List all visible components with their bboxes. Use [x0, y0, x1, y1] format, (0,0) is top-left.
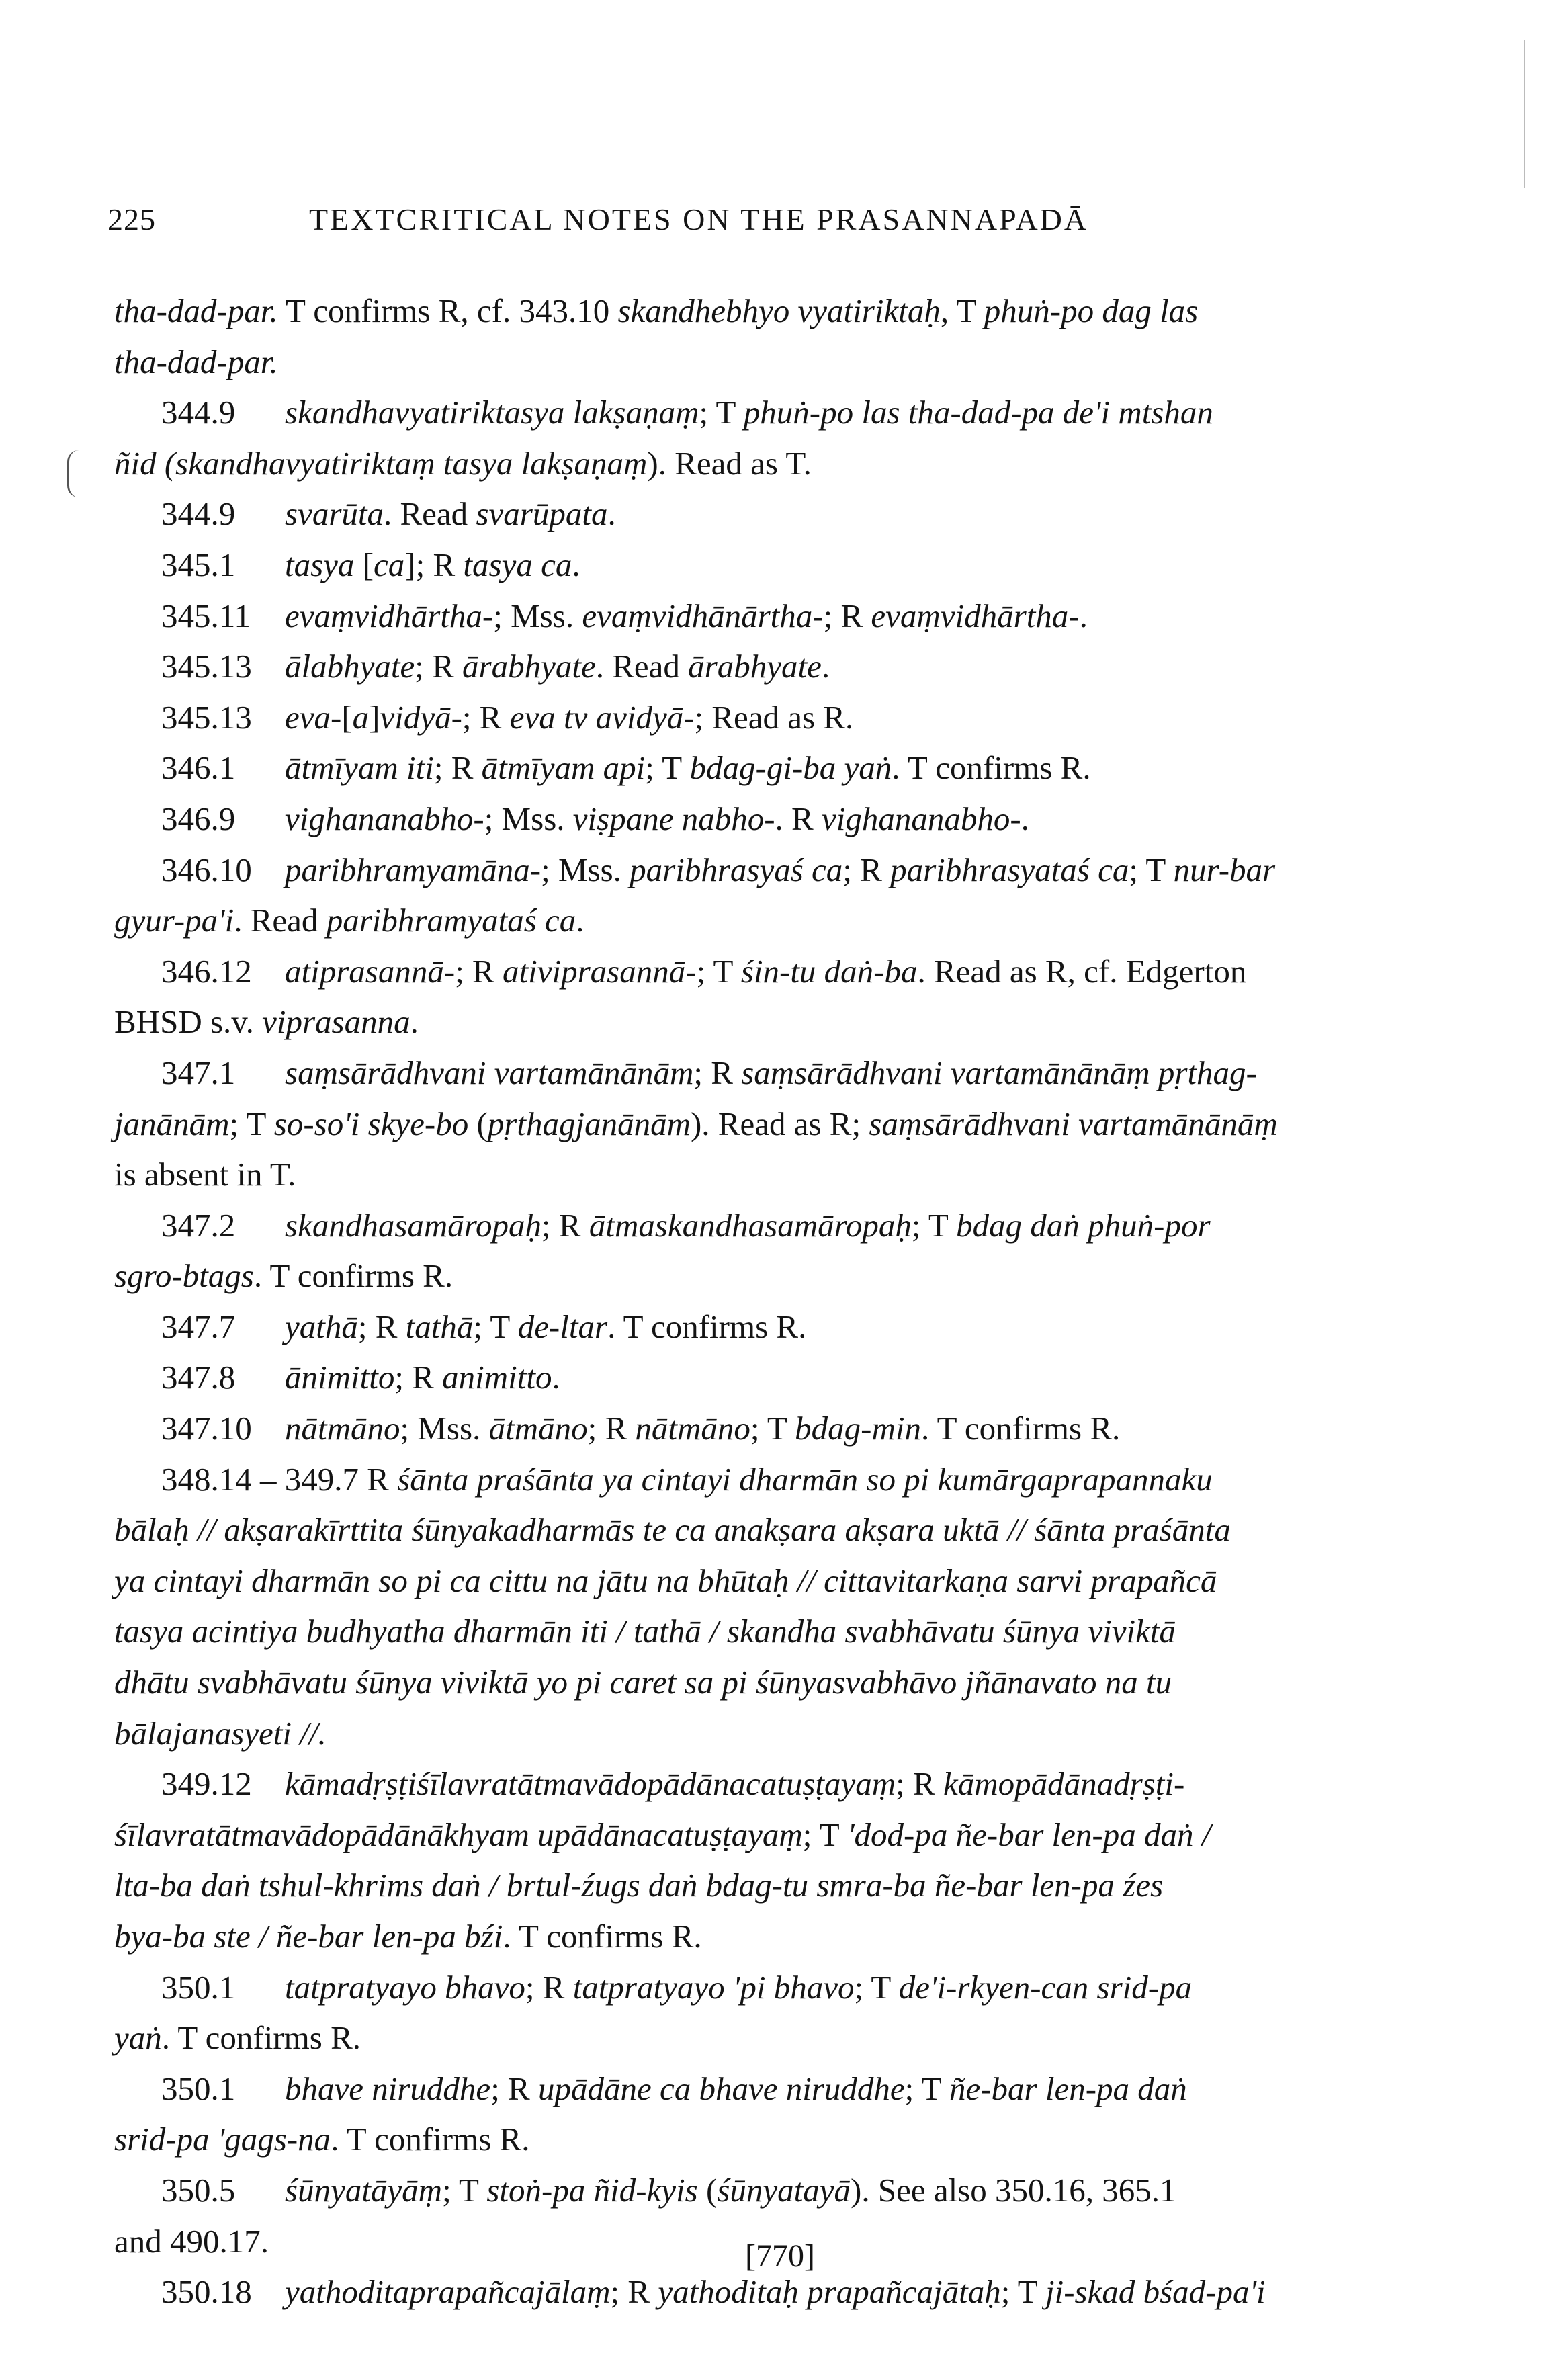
note-reference: 344.9: [161, 495, 236, 533]
note-reference: 347.1: [161, 1054, 236, 1091]
margin-bracket-mark: [67, 450, 79, 497]
note-entry: [114, 2165, 1404, 2216]
note-text-segment: paribhramyamāna-: [285, 851, 541, 888]
note-text-segment: ; R: [823, 597, 871, 634]
note-text-segment: ; T: [645, 749, 690, 787]
note-entry: [114, 692, 1404, 743]
note-text-segment: vighananabho-: [285, 800, 484, 837]
note-entry: [114, 1403, 1404, 1454]
note-text-segment: skandhasamāropaḥ: [285, 1206, 542, 1244]
note-text-segment: R: [359, 1460, 398, 1498]
note-text-segment: dhātu svabhāvatu śūnya viviktā yo pi caret sa pi śūnyasvabhāvo jñānavato na tu: [114, 1664, 1172, 1701]
note-text-segment: ; Mss.: [493, 597, 582, 634]
note-text-segment: ātmīyam iti: [285, 749, 434, 787]
note-text-segment: nur-bar: [1173, 851, 1276, 888]
note-text-segment: viprasanna: [262, 1003, 410, 1041]
note-text-segment: . T confirms R.: [253, 1257, 453, 1295]
note-continuation-line: [114, 1708, 1404, 1759]
note-text-segment: and 490.17.: [114, 2222, 269, 2260]
note-text-segment: ; T: [229, 1105, 274, 1142]
note-reference: 350.18: [161, 2273, 252, 2311]
note-text-segment: ; R: [610, 2273, 658, 2311]
note-text-segment: stoṅ-pa ñid-kyis: [486, 2171, 698, 2209]
note-reference: 345.13: [161, 698, 252, 736]
note-entry: [114, 1758, 1404, 1810]
note-reference: 350.1: [161, 1968, 236, 2006]
note-text-segment: ātmaskandhasamāropaḥ: [589, 1206, 912, 1244]
page-number: 225: [107, 202, 156, 237]
note-continuation-line: [114, 1556, 1404, 1607]
note-text-segment: bya-ba ste / ñe-bar len-pa bźi: [114, 1918, 503, 1955]
note-text-segment: .: [607, 495, 616, 533]
note-entry: [114, 1048, 1404, 1099]
note-text-segment: svarūpata: [476, 495, 608, 533]
note-entry: [114, 641, 1404, 692]
note-text-segment: yathā: [285, 1308, 358, 1345]
note-entry: [114, 1302, 1404, 1353]
note-text-segment: .: [552, 1359, 560, 1396]
note-text-segment: ; T: [750, 1410, 795, 1447]
note-reference: 349.12: [161, 1765, 252, 1803]
note-text-segment: phuṅ-po dag las: [984, 292, 1199, 329]
note-text-segment: paribhramyataś ca: [326, 902, 576, 939]
footer-page-marker: [770]: [745, 2238, 815, 2274]
note-entry: [114, 742, 1404, 794]
note-entry: [114, 2064, 1404, 2115]
note-text-segment: tatpratyayo bhavo: [285, 1968, 525, 2006]
note-text-segment: ; R: [693, 1054, 742, 1091]
note-text-segment: ji-skad bśad-pa'i: [1045, 2273, 1266, 2311]
note-text-segment: bālajanasyeti //.: [114, 1714, 327, 1752]
page-edge-line: [1524, 40, 1525, 188]
note-text-segment: animitto: [442, 1359, 552, 1396]
note-reference: 347.7: [161, 1308, 236, 1345]
note-text-segment: vighananabho-: [821, 800, 1021, 837]
note-entry: [114, 946, 1404, 997]
note-reference: 347.8: [161, 1359, 236, 1396]
note-entry: [114, 1454, 1404, 1505]
note-entry: [114, 540, 1404, 591]
note-entry: [114, 845, 1404, 896]
note-text-segment: bdag daṅ phuṅ-por: [956, 1206, 1211, 1244]
note-text-segment: upādāne ca bhave niruddhe: [537, 2070, 905, 2107]
note-text-segment: . T confirms R.: [503, 1918, 702, 1955]
note-text-segment: ; Mss.: [484, 800, 573, 837]
note-continuation-line: [114, 2012, 1404, 2064]
note-reference: 350.1: [161, 2070, 236, 2107]
note-text-segment: ; R: [357, 1308, 406, 1345]
note-text-segment: yaṅ: [114, 2019, 162, 2057]
note-text-segment: ñe-bar len-pa daṅ: [949, 2070, 1187, 2107]
note-text-segment: bdag-gi-ba yaṅ: [689, 749, 892, 787]
note-continuation-line: [114, 1250, 1404, 1302]
note-text-segment: svarūta: [285, 495, 384, 533]
note-text-segment: tasya: [285, 546, 363, 583]
note-text-segment: ; R: [842, 851, 891, 888]
note-text-segment: gyur-pa'i: [114, 902, 234, 939]
running-header: [107, 202, 1384, 237]
note-text-segment: śīlavratātmavādopādānākhyam upādānacatuṣṭayaṃ: [114, 1816, 803, 1853]
note-text-segment: śin-tu daṅ-ba: [740, 952, 918, 990]
note-text-segment: vidyā-: [380, 698, 462, 736]
note-text-segment: de'i-rkyen-can srid-pa: [898, 1968, 1193, 2006]
note-text-segment: ). Read as R;: [690, 1105, 869, 1142]
note-text-segment: kāmopādānadṛṣṭi-: [943, 1765, 1185, 1803]
note-text-segment: saṃsārādhvani vartamānānām: [285, 1054, 694, 1091]
note-text-segment: janānām: [114, 1105, 230, 1142]
note-entry: [114, 1352, 1404, 1403]
note-entry: [114, 286, 1404, 337]
note-text-segment: . Read: [595, 648, 689, 685]
note-text-segment: ca: [374, 546, 405, 583]
note-text-segment: eva-: [285, 698, 342, 736]
note-reference: 350.5: [161, 2171, 236, 2209]
note-text-segment: tatpratyayo 'pi bhavo: [572, 1968, 855, 2006]
note-text-segment: ; R: [587, 1410, 636, 1447]
note-entry: [114, 488, 1404, 540]
note-text-segment: ). See also 350.16, 365.1: [851, 2171, 1176, 2209]
note-text-segment: skandhavyatiriktasya lakṣaṇaṃ: [285, 394, 699, 431]
note-text-segment: ; R: [490, 2070, 538, 2107]
note-text-segment: lta-ba daṅ tshul-khrims daṅ / brtul-źugs daṅ bdag-tu smra-ba ñe-bar len-pa źes: [114, 1867, 1164, 1904]
note-text-segment: ; T: [802, 1816, 848, 1853]
note-reference: 344.9: [161, 394, 236, 431]
note-text-segment: , T: [940, 292, 984, 329]
note-text-segment: evaṃvidhārtha-: [871, 597, 1080, 634]
note-text-segment: tathā: [405, 1308, 474, 1345]
note-continuation-line: [114, 895, 1404, 946]
note-text-segment: srid-pa 'gags-na: [114, 2121, 331, 2158]
note-text-segment: . T confirms R.: [892, 749, 1091, 787]
note-text-segment: (: [697, 2171, 718, 2209]
note-entry: [114, 794, 1404, 845]
note-text-segment: ; T: [854, 1968, 899, 2006]
note-reference: 348.14 – 349.7: [161, 1460, 359, 1498]
note-text-segment: ]; R: [404, 546, 464, 583]
note-text-segment: ; T: [1129, 851, 1174, 888]
note-text-segment: evaṃvidhārtha-: [285, 597, 494, 634]
note-continuation-line: [114, 337, 1404, 388]
note-text-segment: ; Mss.: [400, 1410, 489, 1447]
note-entry: [114, 591, 1404, 642]
note-text-segment: ; R: [433, 749, 482, 787]
note-text-segment: ; R: [896, 1765, 943, 1803]
note-text-segment: ; T: [473, 1308, 518, 1345]
note-text-segment: tha-dad-par.: [114, 343, 278, 380]
note-text-segment: ; T: [904, 2070, 949, 2107]
note-text-segment: ; Read as R.: [694, 698, 854, 736]
note-text-segment: (: [468, 1105, 488, 1142]
note-text-segment: .: [410, 1003, 419, 1041]
note-text-segment: . Read as R, cf. Edgerton: [917, 952, 1247, 990]
note-text-segment: .: [1021, 800, 1029, 837]
note-continuation-line: [114, 2114, 1404, 2165]
note-text-segment: ; T: [699, 394, 744, 431]
note-text-segment: ]: [369, 698, 380, 736]
footer: [0, 2238, 1560, 2275]
note-text-segment: so-so'i skye-bo: [273, 1105, 469, 1142]
note-text-segment: nātmāno: [635, 1410, 750, 1447]
note-text-segment: ātmāno: [488, 1410, 588, 1447]
note-continuation-line: [114, 1911, 1404, 1962]
note-text-segment: [: [362, 546, 374, 583]
note-text-segment: .: [821, 648, 830, 685]
note-text-segment: pṛthagjanānām: [487, 1105, 691, 1142]
note-text-segment: tasya acintiya budhyatha dharmān iti / tathā / skandha svabhāvatu śūnya viviktā: [114, 1613, 1176, 1650]
note-continuation-line: [114, 438, 1404, 489]
note-text-segment: ; T: [1000, 2273, 1045, 2311]
note-text-segment: bhave niruddhe: [285, 2070, 491, 2107]
note-text-segment: ya cintayi dharmān so pi ca cittu na jātu na bhūtaḥ // cittavitarkaṇa sarvi prapañcā: [114, 1562, 1217, 1599]
note-reference: 346.10: [161, 851, 252, 888]
note-text-segment: ativiprasannā-: [502, 952, 697, 990]
note-continuation-line: [114, 1149, 1404, 1200]
note-text-segment: . T confirms R.: [920, 1410, 1121, 1447]
note-text-segment: . Read: [234, 902, 327, 939]
note-text-segment: . Read: [384, 495, 476, 533]
note-text-segment: kāmadṛṣṭiśīlavratātmavādopādānacatuṣṭayaṃ: [285, 1765, 896, 1803]
note-text-segment: ; T: [442, 2171, 487, 2209]
note-text-segment: ; R: [541, 1206, 589, 1244]
note-text-segment: ārabhyate: [688, 648, 822, 685]
note-continuation-line: [114, 1099, 1404, 1150]
note-text-segment: phuṅ-po las tha-dad-pa de'i mtshan: [743, 394, 1213, 431]
note-continuation-line: [114, 1657, 1404, 1708]
note-text-segment: śūnyatāyāṃ: [285, 2171, 443, 2209]
note-text-segment: ñid (skandhavyatiriktaṃ tasya lakṣaṇaṃ: [114, 444, 648, 482]
note-continuation-line: [114, 1860, 1404, 1911]
note-text-segment: is absent in T.: [114, 1156, 296, 1193]
note-text-segment: de-ltar: [517, 1308, 608, 1345]
note-text-segment: 'dod-pa ñe-bar len-pa daṅ /: [847, 1816, 1211, 1853]
note-text-segment: evaṃvidhānārtha-: [582, 597, 824, 634]
note-text-segment: . T confirms R.: [331, 2121, 530, 2158]
note-text-segment: ; R: [394, 1359, 443, 1396]
note-continuation-line: [114, 996, 1404, 1048]
note-reference: 346.9: [161, 800, 236, 837]
note-reference: 346.1: [161, 749, 236, 787]
note-text-segment: ; Mss.: [541, 851, 630, 888]
note-text-segment: sgro-btags: [114, 1257, 254, 1295]
note-text-segment: saṃsārādhvani vartamānānāṃ pṛthag-: [741, 1054, 1257, 1091]
note-reference: 345.11: [161, 597, 251, 634]
note-reference: 345.1: [161, 546, 236, 583]
note-continuation-line: [114, 1810, 1404, 1861]
note-reference: 347.10: [161, 1410, 252, 1447]
note-text-segment: ; T: [696, 952, 741, 990]
note-text-segment: .: [572, 546, 580, 583]
note-text-segment: bālaḥ // akṣarakīrttita śūnyakadharmās te ca anakṣara akṣara uktā // śānta praśānta: [114, 1511, 1231, 1549]
note-text-segment: T confirms R, cf. 343.10: [277, 292, 618, 329]
note-reference: 346.12: [161, 952, 252, 990]
note-text-segment: ; R: [415, 648, 463, 685]
note-text-segment: ; R: [455, 952, 503, 990]
note-text-segment: . T confirms R.: [161, 2019, 361, 2057]
note-text-segment: paribhrasyaś ca: [630, 851, 843, 888]
note-text-segment: ātmīyam api: [481, 749, 646, 787]
note-text-segment: ; T: [911, 1206, 957, 1244]
note-text-segment: . R: [775, 800, 822, 837]
note-entry: [114, 387, 1404, 438]
note-text-segment: yathoditaprapañcajālaṃ: [285, 2273, 611, 2311]
note-text-segment: ālabhyate: [285, 648, 415, 685]
note-text-segment: ; R: [462, 698, 510, 736]
note-text-segment: eva tv avidyā-: [509, 698, 695, 736]
note-text-segment: ; R: [525, 1968, 573, 2006]
note-text-segment: śānta praśānta ya cintayi dharmān so pi kumārgaprapannaku: [397, 1460, 1213, 1498]
note-text-segment: nātmāno: [285, 1410, 400, 1447]
note-text-segment: .: [1079, 597, 1088, 634]
note-text-segment: tasya ca: [463, 546, 572, 583]
note-text-segment: viṣpane nabho-: [572, 800, 775, 837]
note-continuation-line: [114, 1504, 1404, 1556]
running-title: TEXTCRITICAL NOTES ON THE PRASANNAPADĀ: [309, 202, 1089, 237]
note-text-segment: paribhrasyataś ca: [890, 851, 1129, 888]
note-text-segment: ānimitto: [285, 1359, 395, 1396]
note-text-segment: .: [576, 902, 584, 939]
note-text-segment: saṃsārādhvani vartamānānāṃ: [869, 1105, 1278, 1142]
note-reference: 347.2: [161, 1206, 236, 1244]
note-text-segment: bdag-min: [795, 1410, 921, 1447]
note-text-segment: . T confirms R.: [607, 1308, 807, 1345]
note-text-segment: [: [341, 698, 353, 736]
note-text-segment: atiprasannā-: [285, 952, 456, 990]
note-text-segment: śūnyatayā: [717, 2171, 851, 2209]
note-entry: [114, 1962, 1404, 2013]
textcritical-notes: [114, 286, 1404, 2318]
note-text-segment: yathoditaḥ prapañcajātaḥ: [658, 2273, 1001, 2311]
note-reference: 345.13: [161, 648, 252, 685]
note-text-segment: a: [352, 698, 370, 736]
note-text-segment: skandhebhyo vyatiriktaḥ: [617, 292, 941, 329]
note-entry: [114, 1200, 1404, 1251]
note-text-segment: ārabhyate: [462, 648, 596, 685]
note-text-segment: tha-dad-par.: [114, 292, 278, 329]
note-continuation-line: [114, 1606, 1404, 1657]
note-text-segment: ). Read as T.: [647, 444, 812, 482]
note-text-segment: BHSD s.v.: [114, 1003, 263, 1041]
